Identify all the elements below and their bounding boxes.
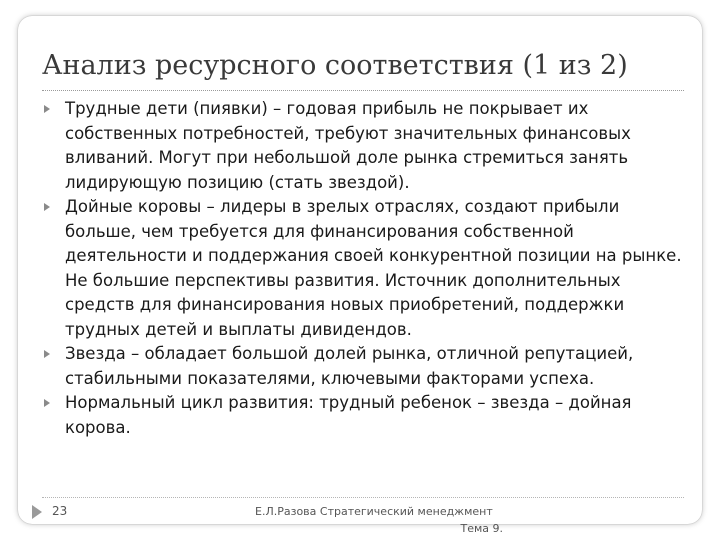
bullet-item	[42, 195, 688, 342]
title-divider	[42, 90, 684, 91]
triangle-right-icon	[44, 350, 50, 358]
bullet-list	[42, 97, 688, 440]
footer-divider	[42, 497, 684, 498]
bullet-item	[42, 97, 688, 195]
footer-arrow-icon	[32, 505, 42, 519]
bullet-text: Нормальный цикл развития: трудный ребенок – звезда – дойная корова.	[65, 393, 632, 437]
slide-title: Анализ ресурсного соответствия (1 из 2)	[42, 50, 628, 81]
footer-topic: Тема 9.	[460, 522, 503, 535]
bullet-text: Трудные дети (пиявки) – годовая прибыль не покрывает их собственных потребностей, требуют значительных финансовых вливаний. Могут при небольшой доле рынка стремиться занять лидирующую позицию (стать звездой).	[65, 99, 631, 192]
footer-author: Е.Л.Разова Стратегический менеджмент	[255, 505, 493, 518]
triangle-right-icon	[44, 399, 50, 407]
triangle-right-icon	[44, 203, 50, 211]
bullet-item	[42, 391, 688, 440]
bullet-text: Звезда – обладает большой долей рынка, отличной репутацией, стабильными показателями, ключевыми факторами успеха.	[65, 344, 634, 388]
footer-caption	[255, 503, 503, 537]
triangle-right-icon	[44, 105, 50, 113]
bullet-item	[42, 342, 688, 391]
bullet-text: Дойные коровы – лидеры в зрелых отраслях, создают прибыли больше, чем требуется для финансирования собственной деятельности и поддержания своей конкурентной позиции на рынке. Не большие перспективы развития. Источник дополнительных средств для финансирования новых приобретений, поддержки трудных детей и выплаты дивидендов.	[65, 197, 682, 339]
page-number: 23	[52, 504, 68, 518]
